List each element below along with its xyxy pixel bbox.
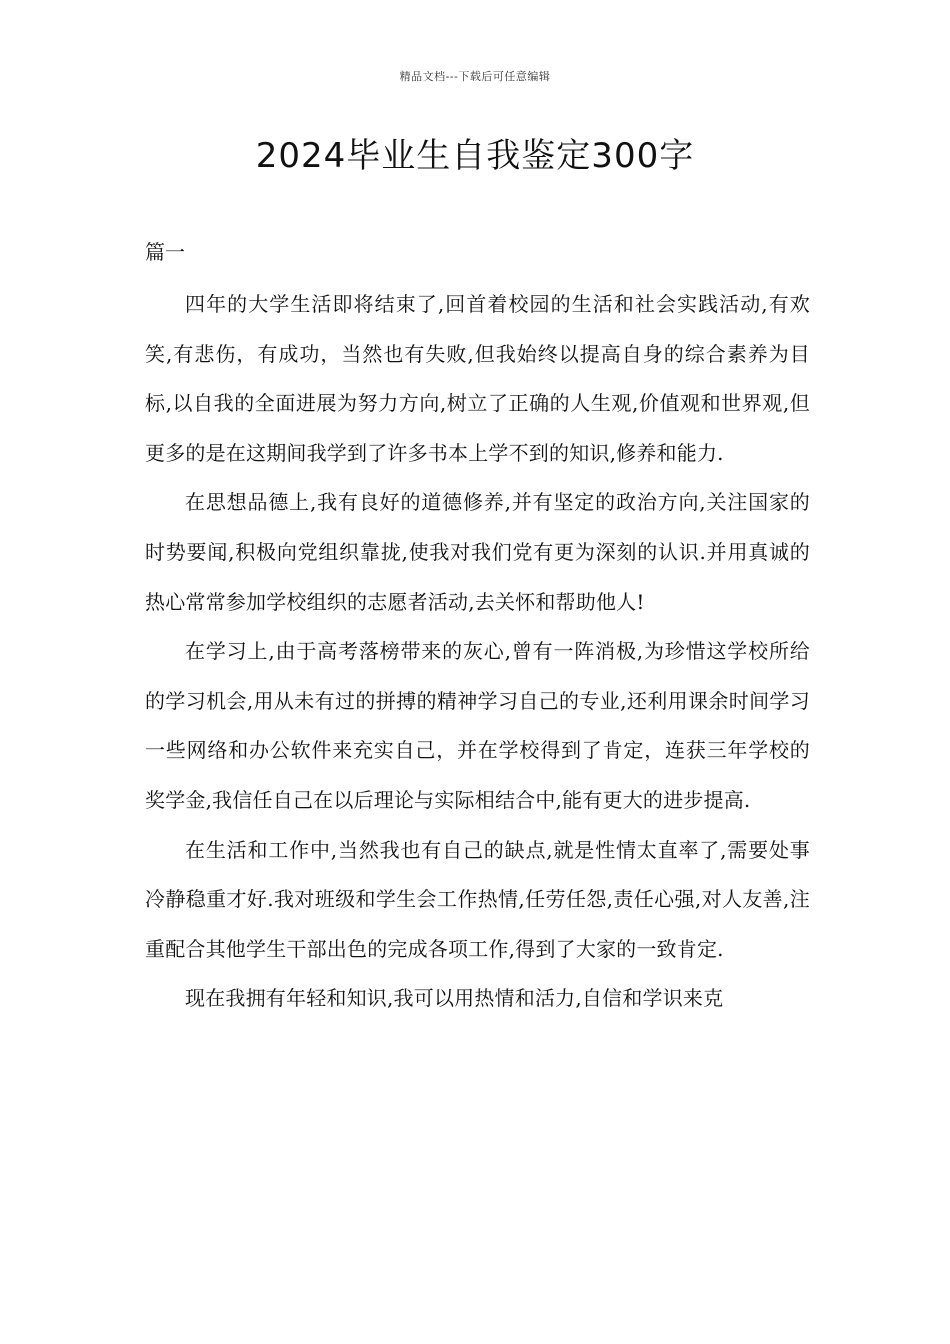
paragraph-4: 在生活和工作中,当然我也有自己的缺点,就是性情太直率了,需要处事冷静稳重才好.我对班级和学生会工作热情,任劳任怨,责任心强,对人友善,注重配合其他学生干部出色的完成各项工作,得到了大家的一致肯定. [145, 837, 810, 961]
paragraph-2: 在思想品德上,我有良好的道德修养,并有坚定的政治方向,关注国家的时势要闻,积极向党组织靠拢,使我对我们党有更为深刻的认识.并用真诚的热心常常参加学校组织的志愿者活动,去关怀和帮助他人! [145, 490, 810, 614]
paragraph-3: 在学习上,由于高考落榜带来的灰心,曾有一阵消极,为珍惜这学校所给的学习机会,用从未有过的拼搏的精神学习自己的专业,还利用课余时间学习一些网络和办公软件来充实自己，并在学校得到了肯定，连获三年学校的奖学金,我信任自己在以后理论与实际相结合中,能有更大的进步提高. [145, 639, 810, 812]
section-label: 篇一 [145, 240, 185, 264]
paragraph-5: 现在我拥有年轻和知识,我可以用热情和活力,自信和学识来克 [185, 986, 724, 1011]
paragraph-1: 四年的大学生活即将结束了,回首着校园的生活和社会实践活动,有欢笑,有悲伤，有成功，当然也有失败,但我始终以提高自身的综合素养为目标,以自我的全面进展为努力方向,树立了正确的人生观,价值观和世界观,但更多的是在这期间我学到了许多书本上学不到的知识,修养和能力. [145, 292, 810, 465]
body-text [145, 280, 810, 1024]
header-note: 精品文档---下载后可任意编辑 [399, 70, 551, 83]
document-title: 2024毕业生自我鉴定300字 [255, 136, 695, 176]
